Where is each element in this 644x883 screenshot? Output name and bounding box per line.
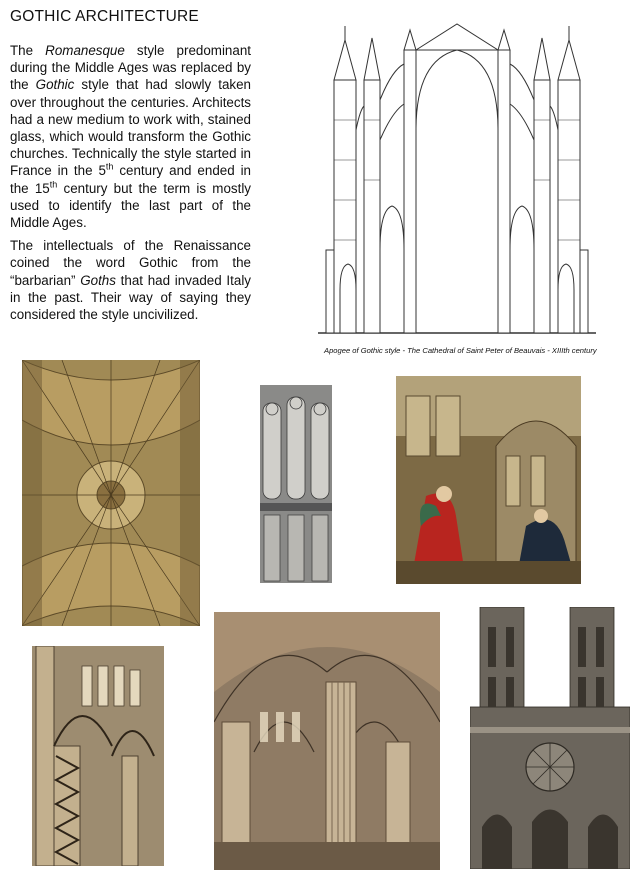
jamb-statues-photo <box>260 385 332 583</box>
figure-caption: Apogee of Gothic style - The Cathedral of Saint Peter of Beauvais - XIIIth century <box>324 346 597 355</box>
beauvais-cross-section-drawing <box>318 20 596 336</box>
paragraph-intro: The Romanesque style predominant during the Middle Ages was replaced by the Gothic style that had slowly taken over throughout the centuries. Architects had a new medium to work with, stained glass, which would transform the Gothic churches. Technically the style started in France in the 5th century and ended in the 15th century but the term is mostly used to identify the last part of the Middle Ages. <box>10 43 251 231</box>
gothic-interior-columns-photo <box>214 612 440 870</box>
page-title: GOTHIC ARCHITECTURE <box>10 8 199 25</box>
body-text <box>10 42 251 329</box>
annunciation-painting-photo <box>396 376 581 584</box>
fan-vault-ceiling-photo <box>22 360 200 626</box>
cathedral-facade-towers-photo <box>470 607 630 869</box>
paragraph-renaissance: The intellectuals of the Renaissance coined the word Gothic from the “barbarian” Goths that had invaded Italy in the past. Their way of saying they considered the style uncivilized. <box>10 238 251 323</box>
romanesque-nave-photo <box>32 646 164 866</box>
